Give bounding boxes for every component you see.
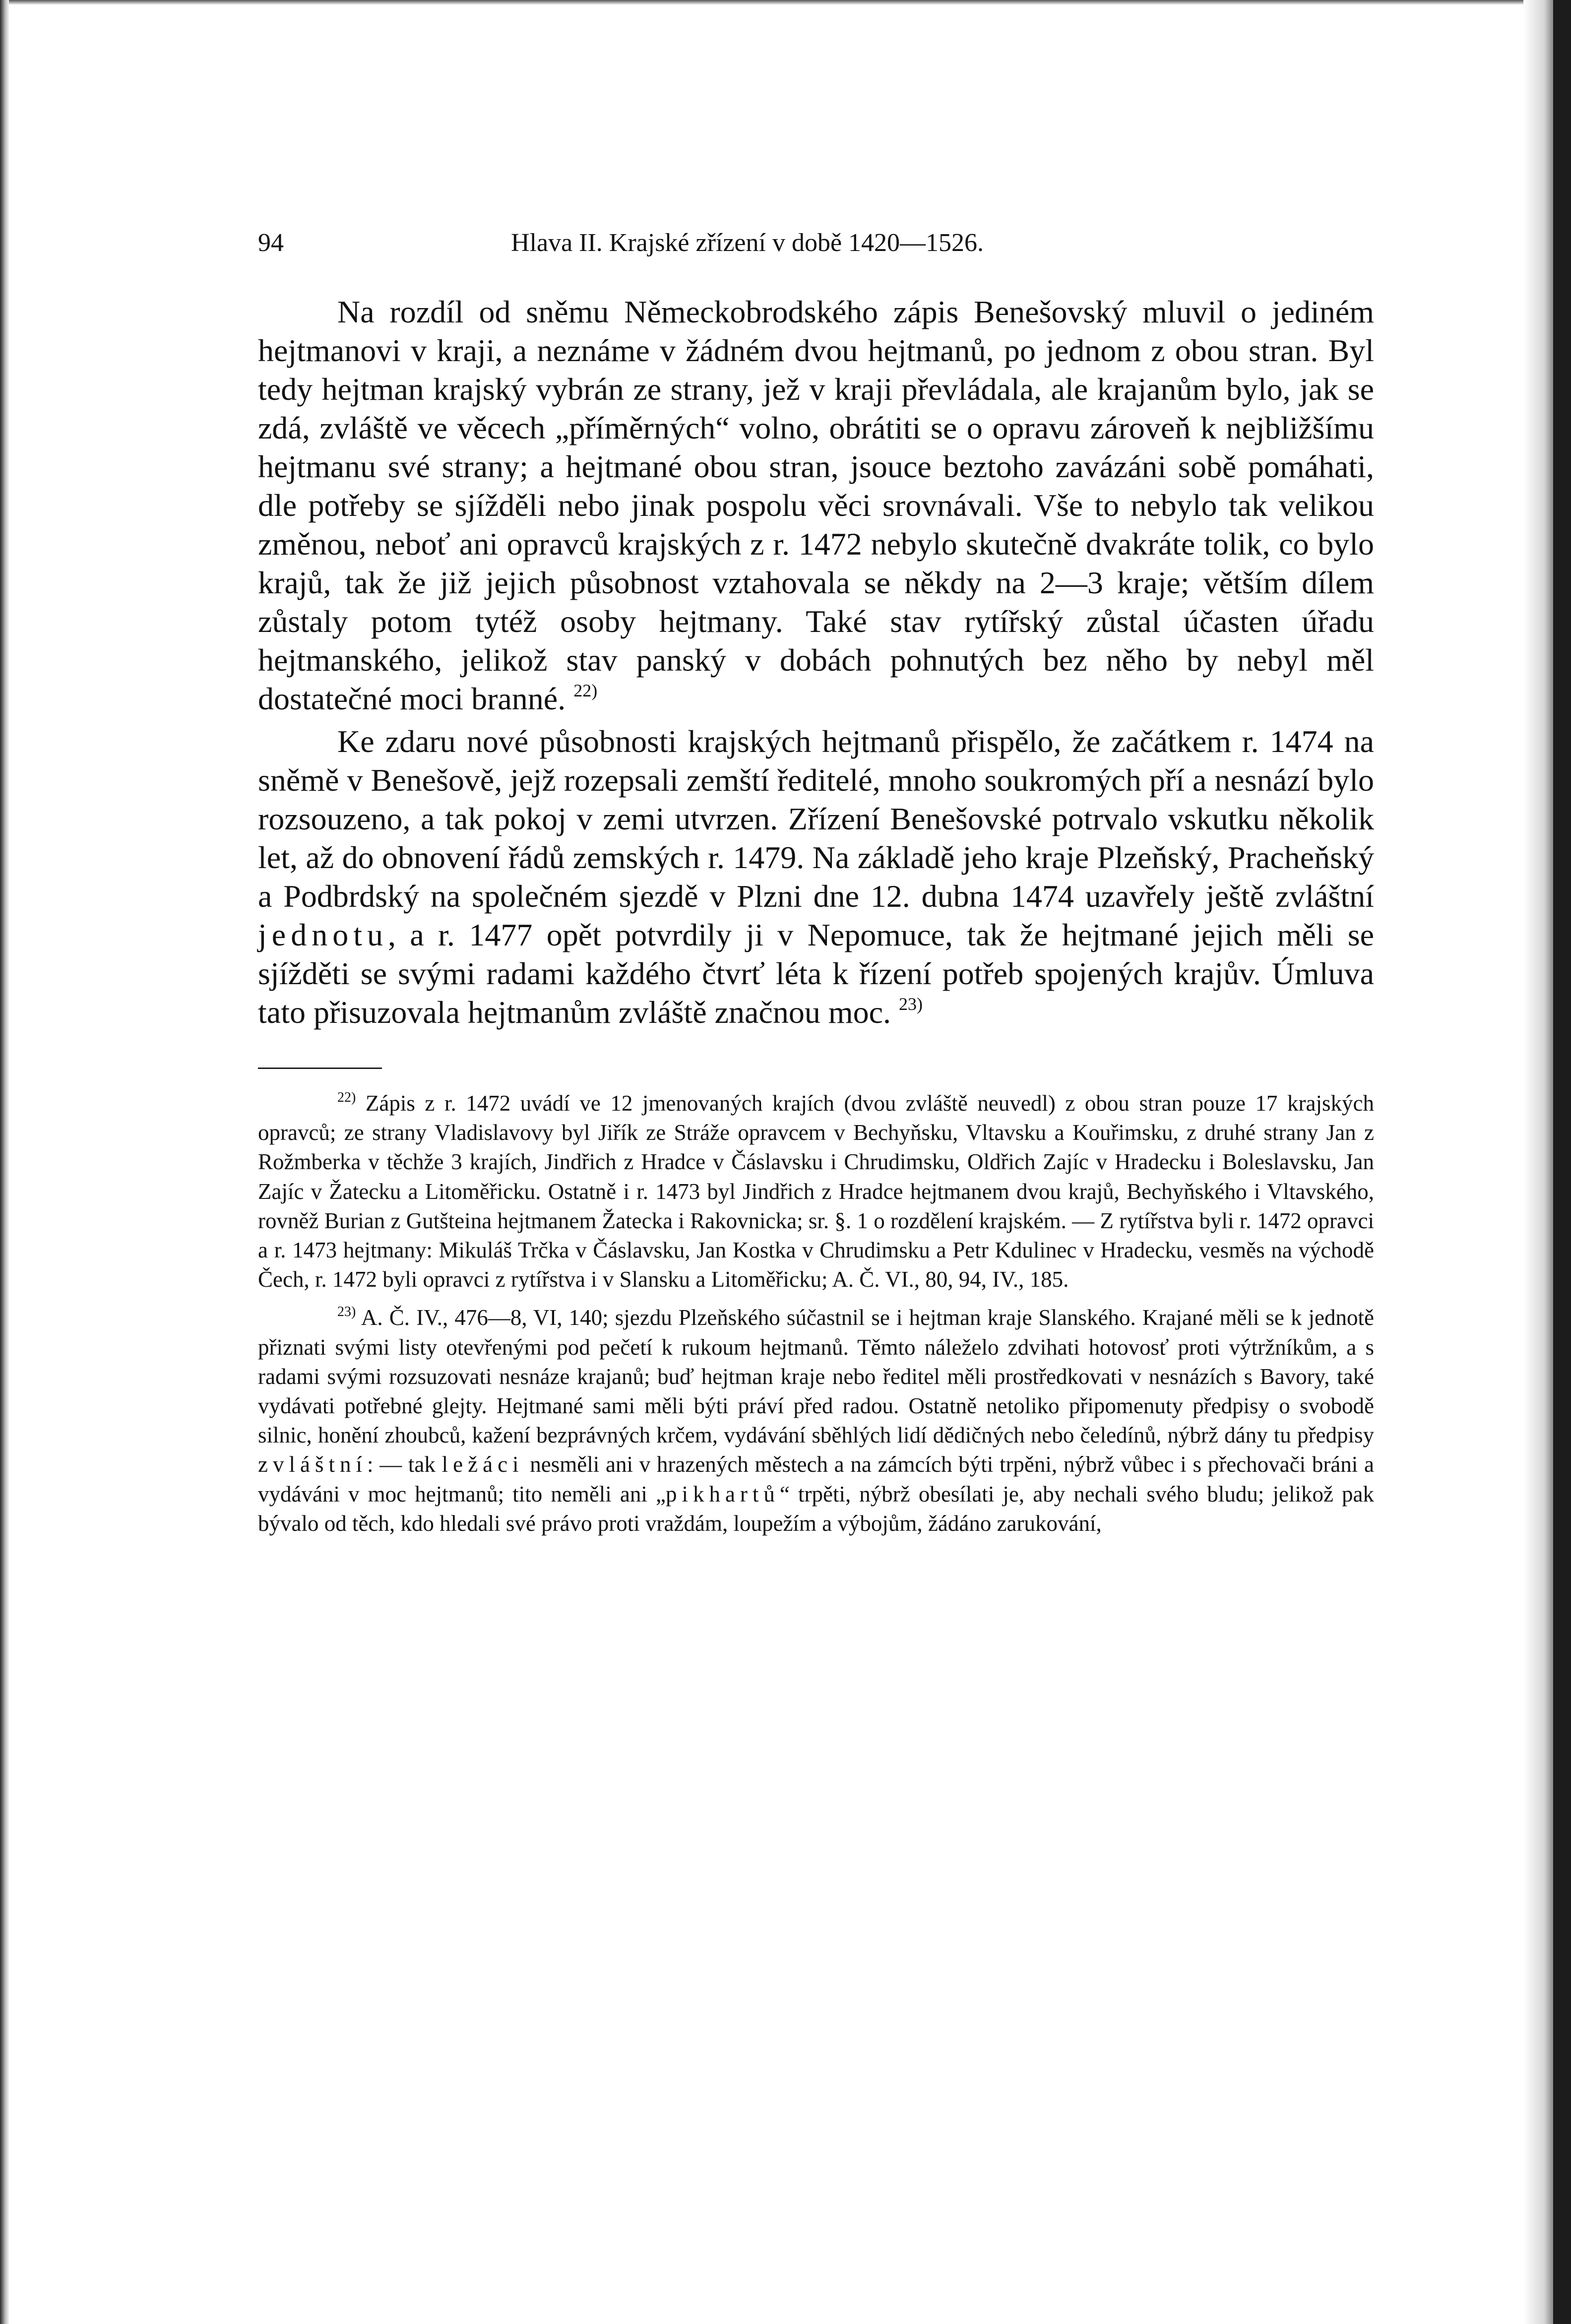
scan-right-shadow <box>1523 0 1553 2324</box>
footnote-text: “ trpěti, nýbrž obesílati je, aby nechali svého bludu; jelikož pak bývalo od těch, kdo hledali své právo proti vraždám, loupežím a výbojům, žádáno zarukování, <box>258 1481 1375 1536</box>
footnote-separator <box>258 1068 382 1069</box>
footnote-ref-22: 22) <box>573 681 598 700</box>
footnote-text: nesměli ani v hrazených městech a na zámcích býti trpěni, nýbrž vůbec i s přechovači bráni a vydáváni v moc hejtmanů; tito neměli ani „ <box>258 1452 1374 1507</box>
running-head <box>258 218 1374 273</box>
spaced-emphasis: pikhartů <box>665 1481 780 1507</box>
book-page <box>258 218 1374 1547</box>
footnote-text: Zápis z r. 1472 uvádí ve 12 jmenovaných krajích (dvou zvláště neuvedl) z obou stran pouze 17 krajských opravců; ze strany Vladislavovy byl Jiřík ze Stráže opravcem v Bechyňsku, Vltavsku a Kouřimsku, z druhé strany Jan z Rožmberka v těchže 3 krajích, Jindřich z Hradce v Čáslavsku i Chrudimsku, Oldřich Zajíc v Hradecku i Boleslavsku, Jan Zajíc v Žatecku a Litoměřicku. Ostatně i r. 1473 byl Jindřich z Hradce hejtmanem dvou krajů, Bechyňského i Vltavského, rovněž Burian z Gutšteina hejtmanem Žatecka i Rakovnicka; sr. §. 1 o rozdělení krajském. — Z rytířstva byli r. 1472 opravci a r. 1473 hejtmany: Mikuláš Trčka v Čáslavsku, Jan Kostka v Chrudimsku a Petr Kdulinec v Hradecku, vesměs na východě Čech, r. 1472 byli opravci z rytířstva i v Slansku a Litoměřicku; A. Č. VI., 80, 94, IV., 185. <box>258 1091 1374 1292</box>
paragraph <box>258 293 1374 718</box>
footnote <box>258 1303 1374 1538</box>
footnote-text: A. Č. IV., 476—8, VI, 140; sjezdu Plzeňského súčastnil se i hejtman kraje Slanského. Krajané měli se k jednotě přiznati svými listy otevřenými pod pečetí k rukoum hejtmanů. Těmto náleželo zdvihati hotovosť proti výtržníkům, a s radami svými rozsuzovati nesnáze krajanů; buď hejtman kraje nebo ředitel měli prostředkovati v nesnázích s Bavory, také vydávati potřebné glejty. Hejtmané sami měli býti práví před radou. Ostatně netoliko připomenuty předpisy o svobodě silnic, honění zhoubců, kažení bezprávných krčem, vydávání sběhlých lidí dědičných nebo čeledínů, nýbrž dány tu předpisy <box>258 1305 1374 1448</box>
paragraph-text: Na rozdíl od sněmu Německobrodského zápis Benešovský mluvil o jediném hejtmanovi v kraji, a neznáme v žádném dvou hejtmanů, po jednom z obou stran. Byl tedy hejtman krajský vybrán ze strany, jež v kraji převládala, ale krajanům bylo, jak se zdá, zvláště ve věcech „příměrných“ volno, obrátiti se o opravu zároveň k nejbližšímu hejtmanu své strany; a hejtmané obou stran, jsouce beztoho zavázáni sobě pomáhati, dle potřeby se sjížděli nebo jinak pospolu věci srovnávali. Vše to nebylo tak velikou změnou, neboť ani opravců krajských z r. 1472 nebylo skutečně dvakráte tolik, co bylo krajů, tak že již jejich působnost vztahovala se někdy na 2—3 kraje; větším dílem zůstaly potom tytéž osoby hejtmany. Také stav rytířský zůstal účasten úřadu hejtmanského, jelikož stav panský v dobách pohnutých bez něho by nebyl měl dostatečné moci branné. <box>258 294 1374 716</box>
scan-right-edge <box>1553 0 1571 2324</box>
footnote <box>258 1089 1374 1294</box>
running-title: Hlava II. Krajské zřízení v době 1420—1526. <box>511 229 984 257</box>
footnote-text: : — tak <box>367 1452 442 1477</box>
spaced-emphasis: ležáci <box>441 1452 524 1477</box>
spaced-emphasis: zvláštní <box>258 1452 367 1477</box>
scan-left-edge <box>0 0 9 2324</box>
footnote-ref-23: 23) <box>899 994 923 1014</box>
spaced-emphasis: jednotu <box>258 917 388 952</box>
page-number: 94 <box>258 229 284 257</box>
scan-top-edge <box>0 0 1571 5</box>
footnote-mark: 23) <box>337 1304 356 1320</box>
paragraph <box>258 722 1374 1032</box>
paragraph-text: , a r. 1477 opět potvrdily ji v Nepomuce, tak že hejtmané jejich měli se sjížděti se svými radami každého čtvrť léta k řízení potřeb spojených krajův. Úmluva tato přisuzovala hejtmanům zvláště značnou moc. <box>258 917 1374 1030</box>
main-text <box>258 293 1374 1032</box>
paragraph-text: Ke zdaru nové působnosti krajských hejtmanů přispělo, že začátkem r. 1474 na sněmě v Benešově, jejž rozepsali zemští ředitelé, mnoho soukromých pří a nesnází bylo rozsouzeno, a tak pokoj v zemi utvrzen. Zřízení Benešovské potrvalo vskutku několik let, až do obnovení řádů zemských r. 1479. Na základě jeho kraje Plzeňský, Pracheňský a Podbrdský na společném sjezdě v Plzni dne 12. dubna 1474 uzavřely ještě zvláštní <box>258 724 1374 914</box>
footnote-mark: 22) <box>337 1090 356 1105</box>
footnotes <box>258 1089 1374 1538</box>
